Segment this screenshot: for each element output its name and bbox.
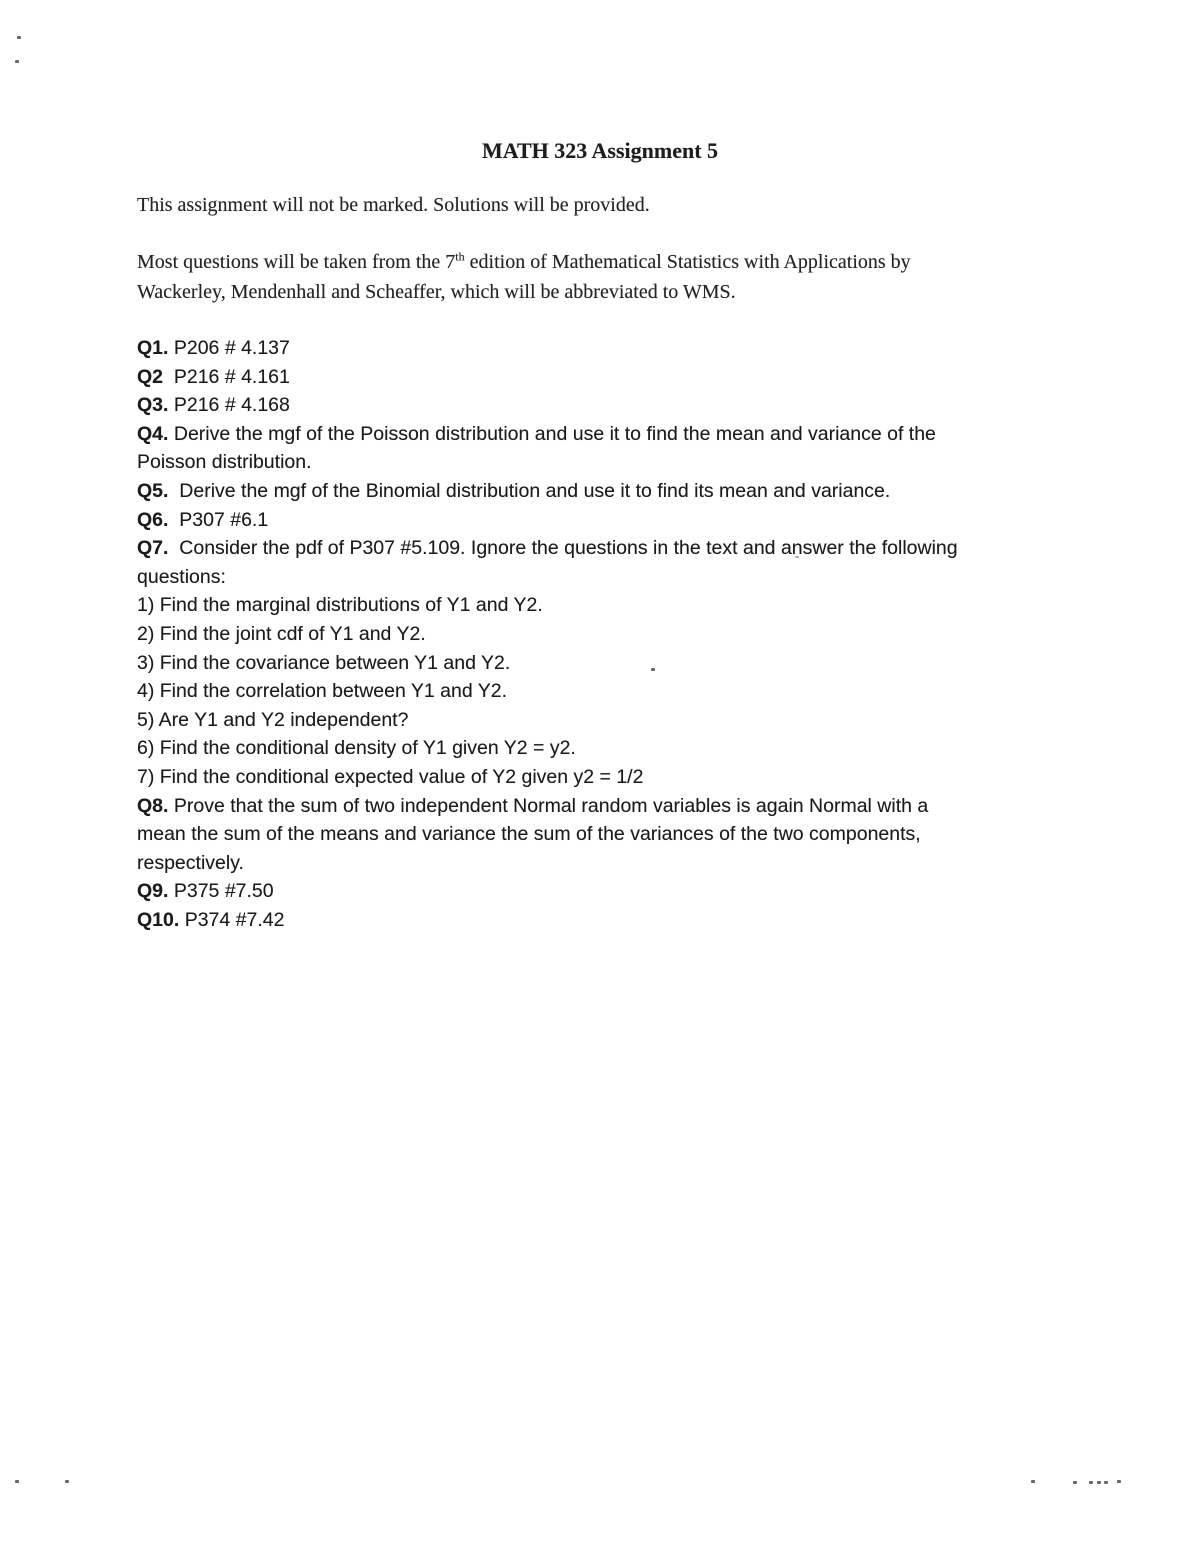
scan-speck [651,668,655,671]
question-text: respectively. [137,851,244,874]
scan-speck [65,1480,69,1483]
scan-speck [795,556,799,558]
question-line [137,677,958,706]
source-note-text: Most questions will be taken from the 7 [137,251,456,273]
question-line [137,563,958,592]
question-text: mean the sum of the means and variance the sum of the variances of the two components, [137,823,921,846]
scan-speck [1089,1481,1093,1484]
question-line [137,591,958,620]
question-text: P206 # 4.137 [168,337,290,359]
question-line [137,820,958,849]
question-text: Consider the pdf of P307 #5.109. Ignore the questions in the text and answer the following [168,537,958,560]
question-line [137,763,958,792]
question-text: 4) Find the correlation between Y1 and Y2. [137,680,508,703]
question-text: P216 # 4.161 [163,365,290,388]
question-label: Q1. [137,337,169,359]
intro-paragraph: This assignment will not be marked. Solutions will be provided. [137,194,650,216]
question-line [137,620,958,649]
question-label: Q10. [137,908,180,931]
question-text: 2) Find the joint cdf of Y1 and Y2. [137,622,426,645]
question-line [137,706,958,735]
question-label: Q7. [137,537,169,560]
question-line [137,334,958,363]
scan-speck [1073,1481,1077,1484]
question-text: Derive the mgf of the Binomial distribution and use it to find its mean and variance. [168,479,891,502]
question-line [137,420,958,449]
questions-list [137,334,958,934]
source-note [137,247,911,307]
question-line [137,877,958,906]
question-label: Q9. [137,880,169,903]
scan-speck [1117,1480,1121,1483]
question-label: Q5. [137,479,169,502]
question-text: 6) Find the conditional density of Y1 given Y2 = y2. [137,737,576,760]
question-line [137,649,958,678]
question-line [137,534,958,563]
document-title: MATH 323 Assignment 5 [481,138,719,163]
question-text: Poisson distribution. [137,451,312,474]
scan-speck [1031,1480,1035,1483]
scan-speck [1097,1481,1101,1484]
question-label: Q8. [137,794,169,817]
scan-speck [15,60,19,63]
question-line [137,849,958,878]
scan-speck [17,36,21,39]
source-note-line1 [137,251,911,273]
ordinal-superscript: th [455,249,465,264]
source-note-line2: Wackerley, Mendenhall and Scheaffer, which will be abbreviated to WMS. [137,281,736,303]
question-text: questions: [137,565,226,588]
question-label: Q3. [137,394,169,417]
question-line [137,906,958,935]
question-line [137,477,958,506]
scan-speck [15,1480,19,1483]
question-text: P307 #6.1 [168,508,269,531]
question-label: Q2 [137,365,164,388]
question-label: Q4. [137,422,169,445]
question-label: Q6. [137,508,169,531]
question-line [137,734,958,763]
question-text: 1) Find the marginal distributions of Y1 and Y2. [137,594,543,617]
question-text: Prove that the sum of two independent Normal random variables is again Normal with a [168,794,929,817]
question-text: 7) Find the conditional expected value of Y2 given y2 = 1/2 [137,765,644,788]
scan-speck [1104,1481,1108,1484]
question-line [137,506,958,535]
question-text: P216 # 4.168 [168,394,290,417]
question-text: Derive the mgf of the Poisson distribution and use it to find the mean and variance of the [168,422,936,445]
question-text: 3) Find the covariance between Y1 and Y2. [137,651,511,674]
question-text: P374 #7.42 [179,908,285,931]
question-line [137,363,958,392]
question-line [137,391,958,420]
source-note-text: edition of Mathematical Statistics with Applications by [464,251,911,273]
question-line [137,792,958,821]
question-line [137,448,958,477]
question-text: P375 #7.50 [168,880,274,903]
question-text: 5) Are Y1 and Y2 independent? [137,708,409,731]
